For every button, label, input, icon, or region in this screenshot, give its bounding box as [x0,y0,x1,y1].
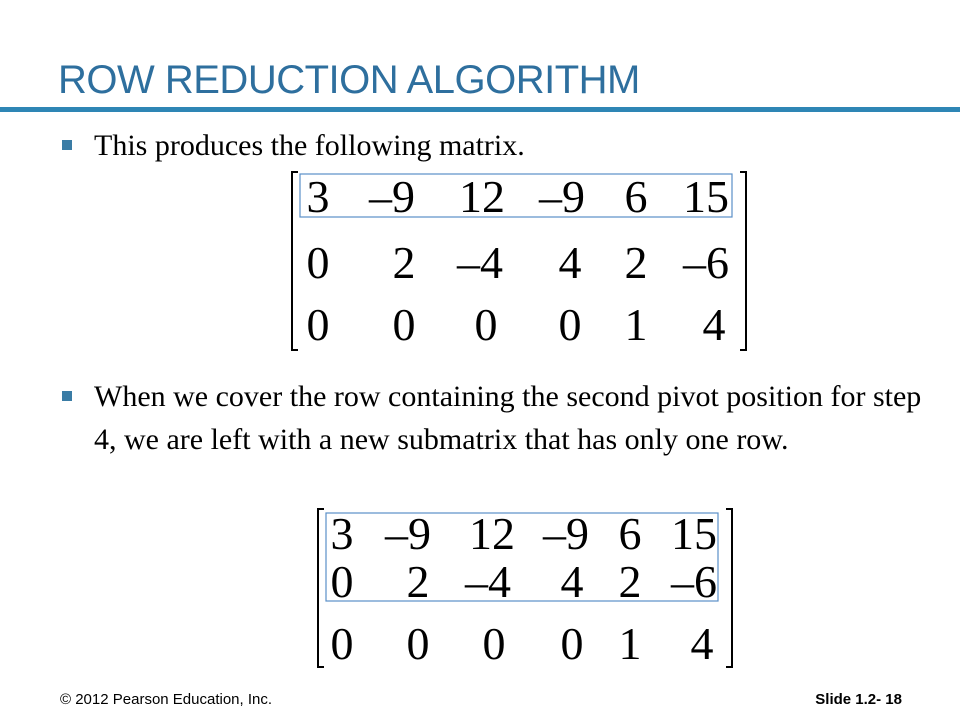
bullet-item-2 [62,375,942,461]
matrix-entry: 4 [560,556,584,607]
matrix-entry: 4 [702,299,726,350]
bullet-text: When we cover the row containing the second pivot position for step 4, we are left with a new submatrix that has only one row. [94,380,922,456]
matrix-entry: 6 [618,508,642,559]
matrix-entry: –9 [543,508,589,559]
matrix-entry: 15 [671,508,717,559]
matrix-entry: 12 [459,171,505,222]
matrix-entry: –9 [369,171,415,222]
matrix-entry: 2 [618,556,642,607]
matrix-entry: 4 [558,237,582,288]
matrix-entry: 3 [306,171,330,222]
matrix-entry: 0 [482,618,506,669]
left-bracket [292,172,298,350]
row-highlight-box [300,174,732,217]
matrix-entry: 2 [406,556,430,607]
matrix-entries [331,508,718,669]
footer-slide-number: Slide 1.2- 18 [815,691,902,708]
matrix-entry: 0 [560,618,584,669]
title-divider [0,107,960,112]
matrix-entry: 1 [624,299,648,350]
matrix-entry: –6 [671,556,717,607]
left-bracket [318,509,324,667]
bullet-text: This produces the following matrix. [94,129,525,162]
matrix-entry: 0 [558,299,582,350]
matrix-entry: 0 [306,237,330,288]
matrix-entry: 0 [330,618,354,669]
matrix-entry: –4 [465,556,511,607]
matrix-submatrix [308,505,743,670]
matrix-entry: 4 [690,618,714,669]
slide-title: ROW REDUCTION ALGORITHM [58,58,640,102]
matrix-entry: 0 [306,299,330,350]
matrix-entry: 0 [392,299,416,350]
matrix-full-svg [282,168,757,353]
matrix-entry: –4 [457,237,503,288]
matrix-entry: –9 [539,171,585,222]
bullet-item-1 [62,124,942,167]
matrix-entry: –9 [385,508,431,559]
matrix-entry: 1 [618,618,642,669]
matrix-entries [307,171,730,350]
bullet-square-icon [62,391,72,401]
matrix-entry: 12 [469,508,515,559]
matrix-entry: 2 [392,237,416,288]
bullet-square-icon [62,140,72,150]
matrix-entry: 3 [330,508,354,559]
footer-copyright: © 2012 Pearson Education, Inc. [60,691,273,708]
matrix-entry: 0 [330,556,354,607]
matrix-entry: 6 [624,171,648,222]
matrix-full [282,168,757,353]
matrix-entry: –6 [683,237,729,288]
right-bracket [726,509,732,667]
matrix-entry: 2 [624,237,648,288]
matrix-entry: 0 [406,618,430,669]
matrix-entry: 0 [474,299,498,350]
matrix-submatrix-svg [308,505,743,670]
matrix-entry: 15 [683,171,729,222]
right-bracket [740,172,746,350]
